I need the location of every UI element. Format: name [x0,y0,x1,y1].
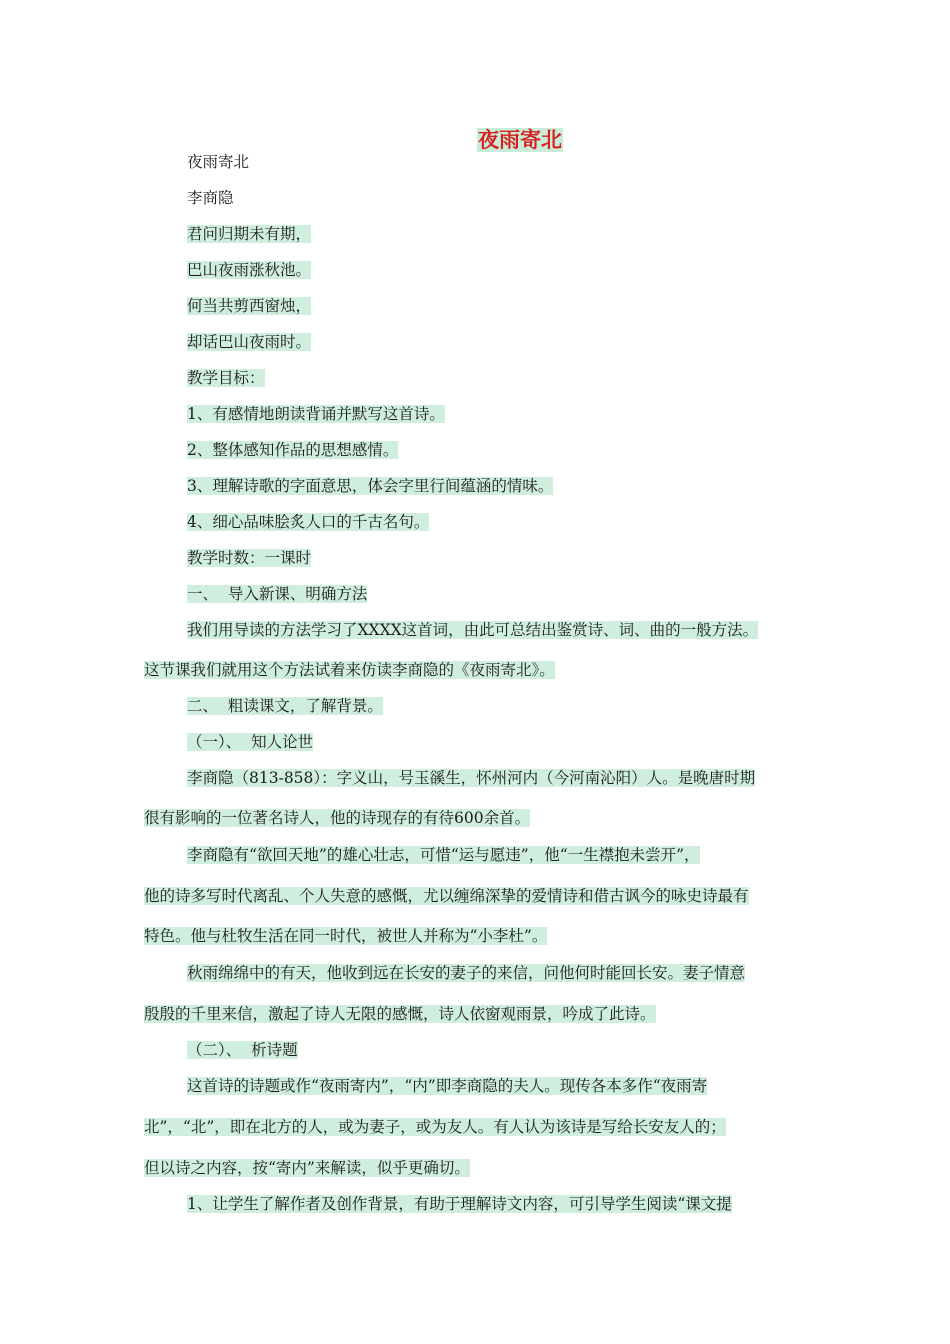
poem-title: 夜雨寄北 [187,153,250,171]
document-title: 夜雨寄北 [478,128,562,152]
section-heading-1: 一、 导入新课、明确方法 [187,585,368,603]
paragraph-line: 很有影响的一位著名诗人，他的诗现存的有待600余首。 [144,809,531,827]
subsection-heading-2: （二）、 析诗题 [187,1041,298,1059]
poem-line-4: 却话巴山夜雨时。 [187,333,312,351]
poem-line-2: 巴山夜雨涨秋池。 [187,261,312,279]
paragraph-line: 这首诗的诗题或作“夜雨寄内”，“内”即李商隐的夫人。现传各本多作“夜雨寄 [187,1077,708,1095]
class-hours: 教学时数：一课时 [187,549,312,567]
paragraph-line: 北”，“北”，即在北方的人，或为妻子，或为友人。有人认为该诗是写给长安友人的； [144,1118,726,1136]
paragraph-line: 特色。他与杜牧生活在同一时代，被世人并称为“小李杜”。 [144,927,548,945]
paragraph-line: 秋雨绵绵中的有天，他收到远在长安的妻子的来信，问他何时能回长安。妻子情意 [187,964,746,982]
section-heading-2: 二、 粗读课文，了解背景。 [187,697,383,715]
poem-line-1: 君问归期未有期， [187,225,312,243]
goal-item-3: 3、理解诗歌的字面意思，体会字里行间蕴涵的情味。 [187,477,554,495]
paragraph-line: 殷殷的千里来信，激起了诗人无限的感慨，诗人依窗观雨景，吟成了此诗。 [144,1005,656,1023]
goals-heading: 教学目标： [187,369,265,387]
poem-author: 李商隐 [187,189,234,207]
paragraph-line: 李商隐（813-858）：字义山，号玉豀生，怀州河内（今河南沁阳）人。是晚唐时期 [187,769,756,787]
paragraph-line: 这节课我们就用这个方法试着来仿读李商隐的《夜雨寄北》。 [144,661,555,679]
subsection-heading-1: （一）、 知人论世 [187,733,314,751]
paragraph-line: 我们用导读的方法学习了XXXX这首词，由此可总结出鉴赏诗、词、曲的一般方法。 [187,621,759,639]
paragraph-line: 李商隐有“欲回天地”的雄心壮志，可惜“运与愿违”，他“一生襟抱未尝开”， [187,846,700,864]
paragraph-line: 他的诗多写时代离乱、个人失意的感慨，尤以缠绵深挚的爱情诗和借古讽今的咏史诗最有 [144,887,749,905]
goal-item-2: 2、整体感知作品的思想感情。 [187,441,399,459]
paragraph-line: 但以诗之内容，按“寄内”来解读，似乎更确切。 [144,1159,470,1177]
goal-item-1: 1、有感情地朗读背诵并默写这首诗。 [187,405,445,423]
goal-item-4: 4、细心品味脍炙人口的千古名句。 [187,513,430,531]
paragraph-line: 1、让学生了解作者及创作背景，有助于理解诗文内容，可引导学生阅读“课文提 [187,1195,732,1213]
poem-line-3: 何当共剪西窗烛， [187,297,312,315]
